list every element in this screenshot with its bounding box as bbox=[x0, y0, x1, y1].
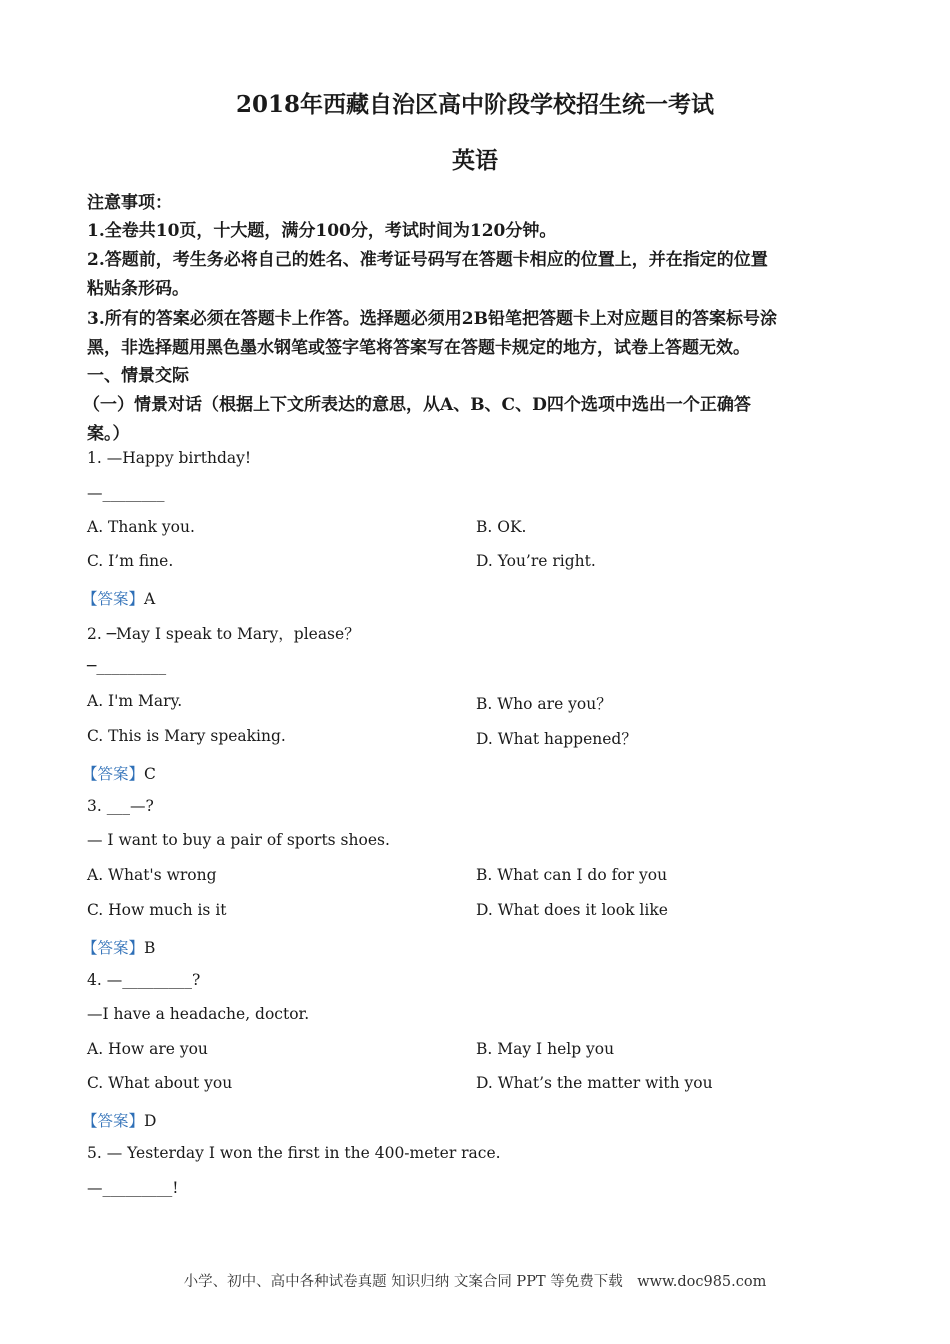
answer-value: D bbox=[144, 1112, 157, 1130]
question-1-answer bbox=[82, 587, 155, 609]
question-2-option-b: B. Who are you？ bbox=[476, 695, 612, 713]
question-4-prompt: 4. —_________? bbox=[87, 971, 201, 989]
notice-item: 粘贴条形码。 bbox=[87, 279, 189, 299]
question-1-prompt: 1. —Happy birthday! bbox=[87, 449, 252, 467]
notice-item: 2.答题前，考生务必将自己的姓名、准考证号码写在答题卡相应的位置上，并在指定的位置 bbox=[87, 250, 768, 270]
exam-title: 2018年西藏自治区高中阶段学校招生统一考试 bbox=[235, 91, 714, 118]
question-1-option-a: A. Thank you. bbox=[87, 518, 195, 536]
answer-label: 【答案】 bbox=[82, 1112, 145, 1130]
question-2-option-c: C. This is Mary speaking. bbox=[87, 727, 286, 745]
answer-label: 【答案】 bbox=[82, 765, 145, 783]
section-instruction: 案。） bbox=[87, 424, 130, 444]
question-2-prompt: 2. ─May I speak to Mary，please？ bbox=[87, 625, 360, 643]
question-3-option-c: C. How much is it bbox=[87, 901, 227, 919]
notice-item: 黑，非选择题用黑色墨水钢笔或签字笔将答案写在答题卡规定的地方，试卷上答题无效。 bbox=[87, 338, 750, 358]
question-1-reply: —________ bbox=[87, 484, 165, 502]
question-4-reply: —I have a headache, doctor. bbox=[87, 1005, 310, 1023]
answer-value: C bbox=[144, 765, 156, 783]
question-2-answer bbox=[82, 762, 156, 784]
question-1-option-c: C. I’m fine. bbox=[87, 552, 174, 570]
notice-heading: 注意事项： bbox=[87, 193, 172, 213]
page-footer: 小学、初中、高中各种试卷真题 知识归纳 文案合同 PPT 等免费下载 www.doc985.com bbox=[183, 1274, 767, 1290]
question-2-reply: ─_________ bbox=[87, 657, 167, 675]
question-3-option-b: B. What can I do for you bbox=[476, 866, 668, 884]
section-title: 一、情景交际 bbox=[87, 366, 189, 386]
question-4-option-d: D. What’s the matter with you bbox=[476, 1074, 713, 1092]
question-2-option-d: D. What happened？ bbox=[476, 730, 637, 748]
question-1-option-d: D. You’re right. bbox=[476, 552, 596, 570]
question-4-option-b: B. May I help you bbox=[476, 1040, 615, 1058]
answer-label: 【答案】 bbox=[82, 939, 145, 957]
section-instruction: （一）情景对话（根据上下文所表达的意思，从A、B、C、D四个选项中选出一个正确答 bbox=[83, 395, 751, 415]
question-3-option-d: D. What does it look like bbox=[476, 901, 668, 919]
answer-value: A bbox=[144, 590, 156, 608]
question-4-option-c: C. What about you bbox=[87, 1074, 233, 1092]
question-5-reply: —_________! bbox=[87, 1179, 179, 1197]
answer-label: 【答案】 bbox=[82, 590, 145, 608]
question-3-option-a: A. What's wrong bbox=[87, 866, 217, 884]
question-5-prompt: 5. — Yesterday I won the first in the 400-meter race. bbox=[87, 1144, 501, 1162]
notice-item: 1.全卷共10页，十大题，满分100分，考试时间为120分钟。 bbox=[87, 221, 557, 241]
question-4-answer bbox=[82, 1109, 156, 1131]
question-3-answer bbox=[82, 936, 155, 958]
subject-title: 英语 bbox=[452, 147, 498, 174]
question-3-prompt: 3. ___—? bbox=[87, 797, 154, 815]
question-4-option-a: A. How are you bbox=[87, 1040, 208, 1058]
notice-item: 3.所有的答案必须在答题卡上作答。选择题必须用2B铅笔把答题卡上对应题目的答案标号涂 bbox=[87, 309, 777, 329]
question-3-reply: — I want to buy a pair of sports shoes. bbox=[87, 831, 390, 849]
question-1-option-b: B. OK. bbox=[476, 518, 527, 536]
answer-value: B bbox=[144, 939, 156, 957]
question-2-option-a: A. I'm Mary. bbox=[87, 692, 183, 710]
